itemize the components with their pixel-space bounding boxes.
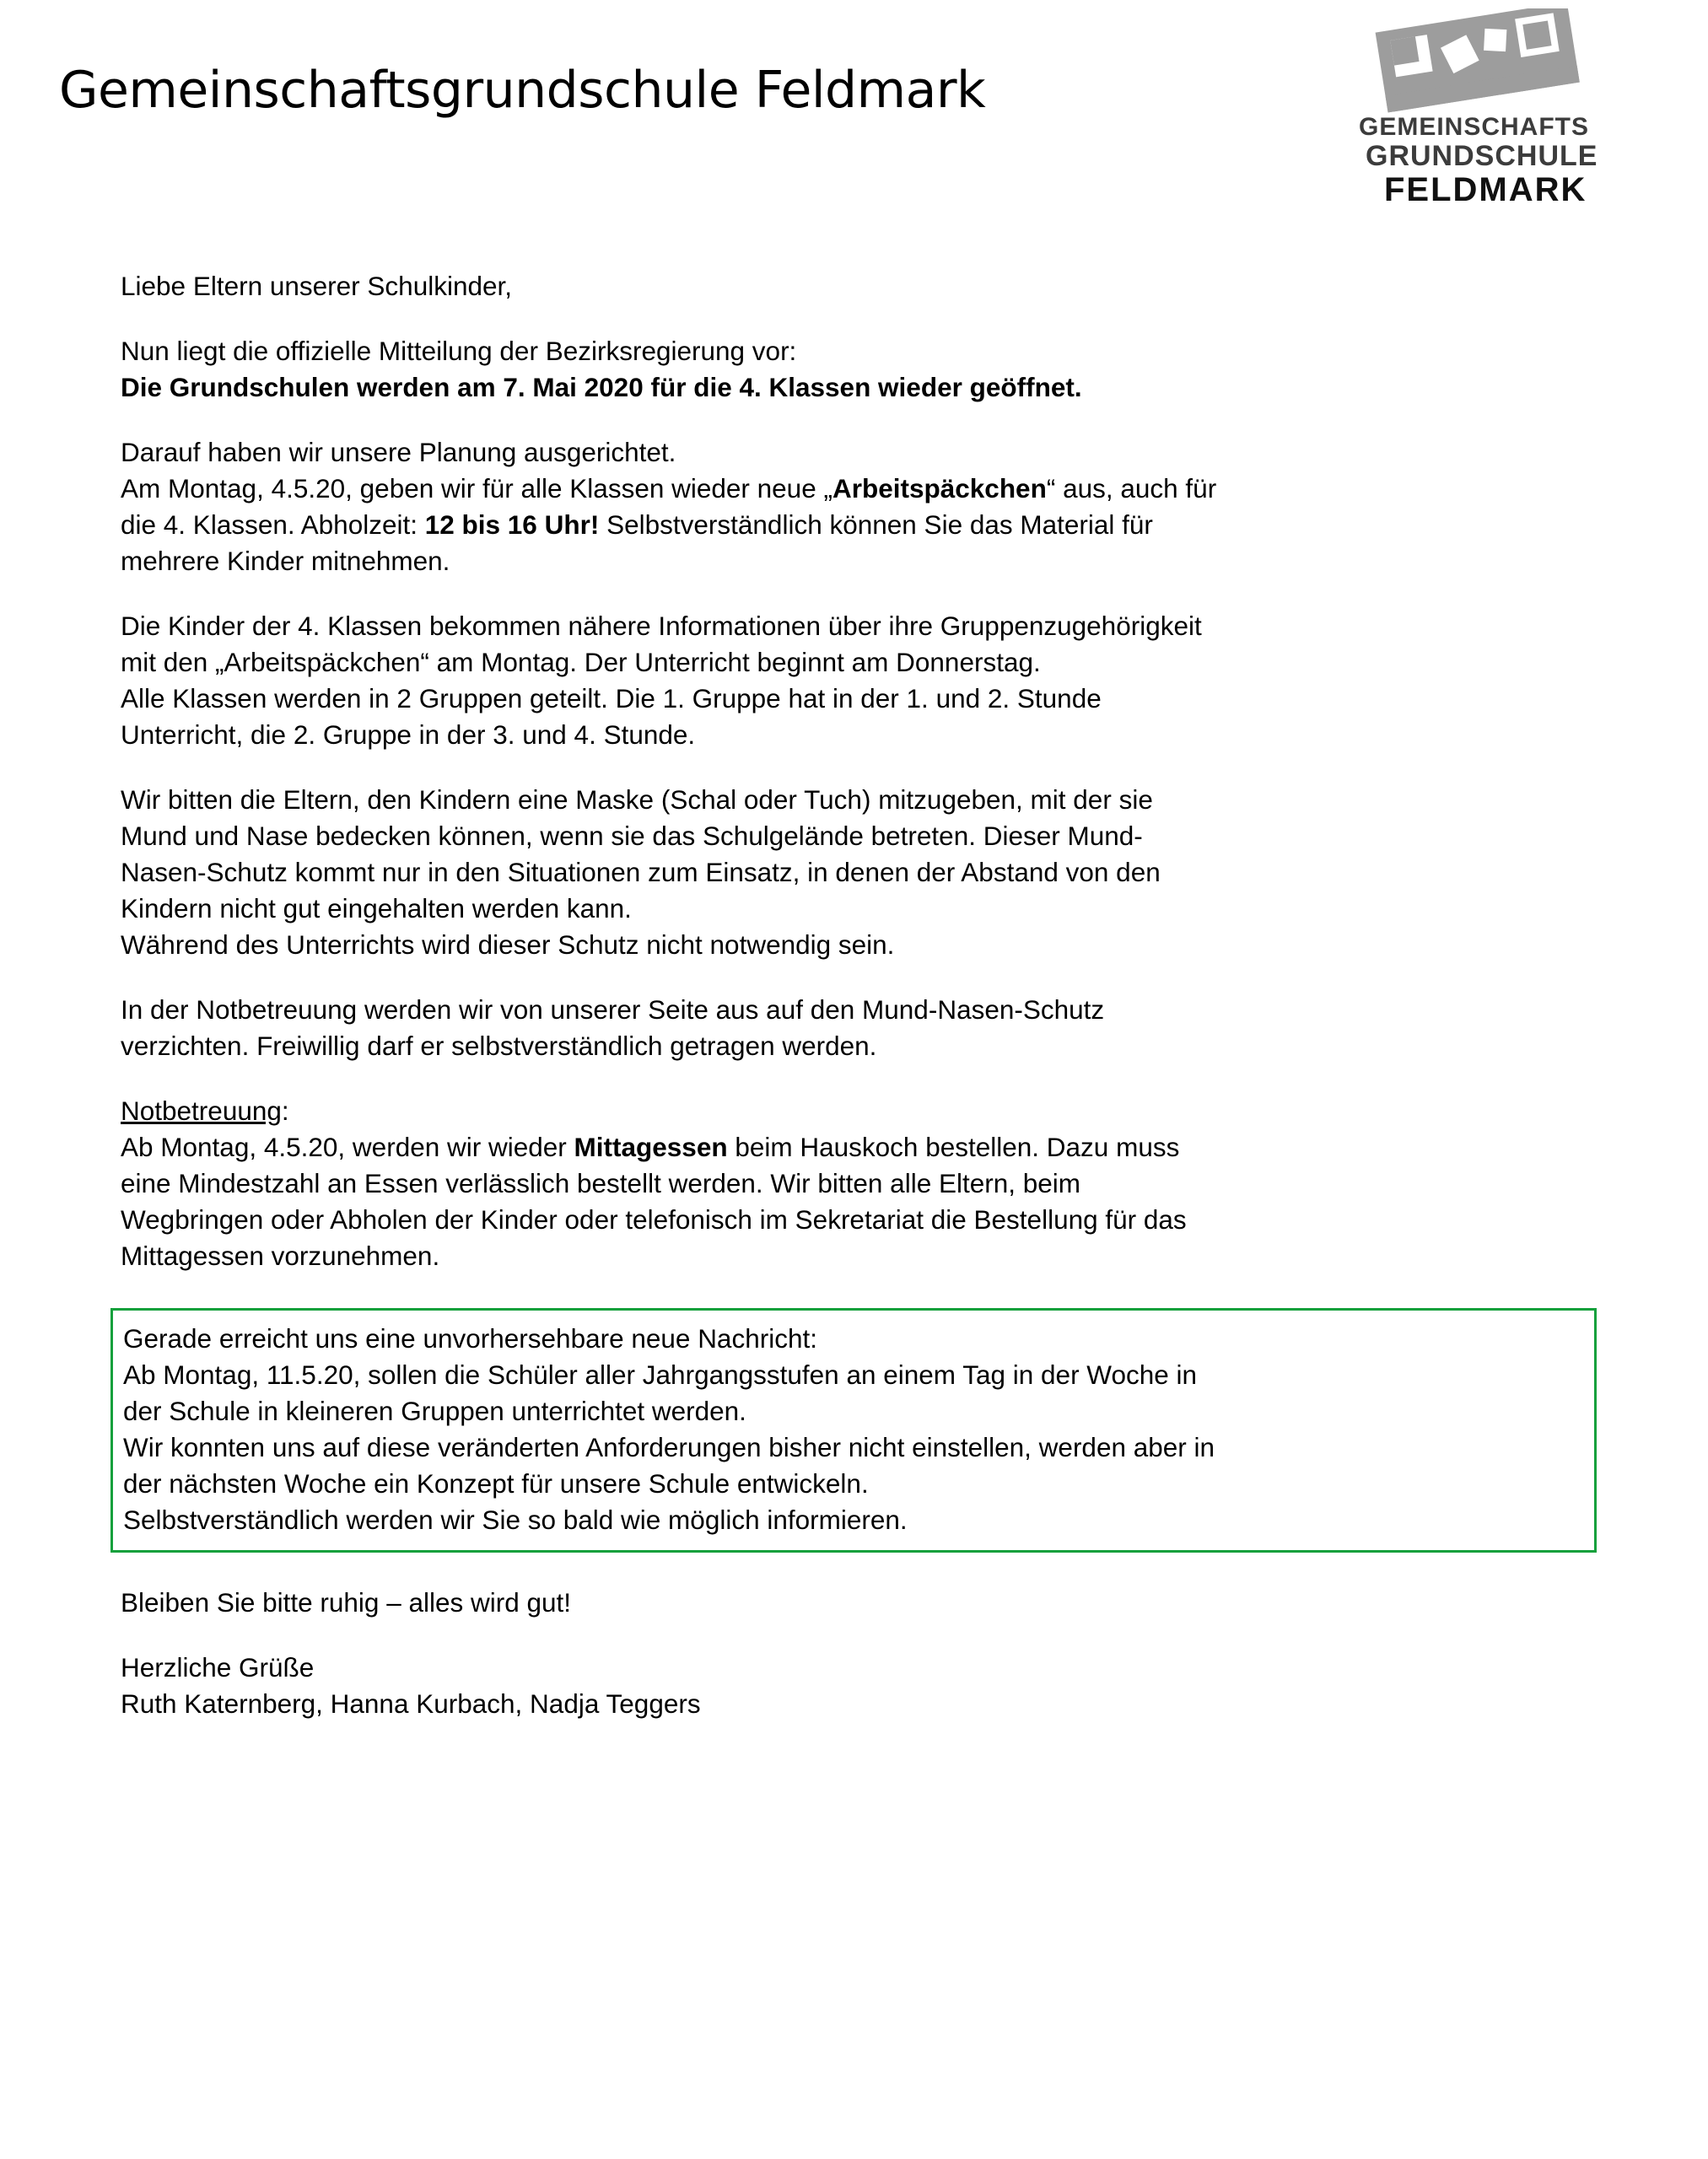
paragraph-emergency-care-masks: In der Notbetreuung werden wir von unserer Seite aus auf den Mund-Nasen-Schutz verzichten. Freiwillig darf er selbstverständlich getragen werden. xyxy=(121,993,1105,1061)
page-title: Gemeinschaftsgrundschule Feldmark xyxy=(59,61,986,120)
svg-text:GRUNDSCHULE: GRUNDSCHULE xyxy=(1366,140,1598,172)
letter-body xyxy=(121,268,1630,1722)
closing-signature: Herzliche Grüße Ruth Katernberg, Hanna Kurbach, Nadja Teggers xyxy=(121,1651,701,1719)
school-logo xyxy=(1347,8,1608,236)
line-notbetreuung-heading: Notbetreuung: xyxy=(121,1095,289,1126)
line-mittagessen: Ab Montag, 4.5.20, werden wir wieder Mittagessen beim Hauskoch bestellen. Dazu muss xyxy=(121,1131,1180,1162)
closing-reassurance: Bleiben Sie bitte ruhig – alles wird gut! xyxy=(121,1586,572,1618)
salutation: Liebe Eltern unserer Schulkinder, xyxy=(121,271,513,301)
line-arbeitspaeckchen: Am Montag, 4.5.20, geben wir für alle Klassen wieder neue „Arbeitspäckchen“ aus, auch für xyxy=(121,472,1217,503)
line-abholzeit: die 4. Klassen. Abholzeit: 12 bis 16 Uhr! Selbstverständlich können Sie das Material für xyxy=(121,509,1153,540)
document-header xyxy=(0,0,1708,253)
paragraph-fourth-grade-groups: Die Kinder der 4. Klassen bekommen nähere Informationen über ihre Gruppenzugehörigkeit mit den „Arbeitspäckchen“ am Montag. Der Unterricht beginnt am Donnerstag. Alle Klassen werden in 2 Gruppen geteilt. Die 1. Gruppe hat in der 1. und 2. Stunde Unterricht, die 2. Gruppe in der 3. und 4. Stunde. xyxy=(121,610,1202,750)
paragraph-official-notice: Nun liegt die offizielle Mitteilung der Bezirksregierung vor: Die Grundschulen werden am 7. Mai 2020 für die 4. Klassen wieder geöffnet. xyxy=(121,335,1082,402)
highlighted-notice-box: Gerade erreicht uns eine unvorhersehbare neue Nachricht: Ab Montag, 11.5.20, sollen die Schüler aller Jahrgangsstufen an einem Tag in der Woche in der Schule in kleineren Gruppen unterrichtet werden. Wir konnten uns auf diese veränderten Anforderungen bisher nicht einstellen, werden aber in der nächsten Woche ein Konzept für unsere Schule entwickeln. Selbstverständlich werden wir Sie so bald wie möglich informieren. xyxy=(110,1308,1597,1553)
logo-graphic-icon xyxy=(1347,8,1608,236)
paragraph-planning: Darauf haben wir unsere Planung ausgerichtet. Am Montag, 4.5.20, geben wir für alle Klassen wieder neue „Arbeitspäckchen“ aus, auch für die 4. Klassen. Abholzeit: 12 bis 16 Uhr! Selbstverständlich können Sie das Material für mehrere Kinder mitnehmen. xyxy=(121,434,1630,579)
paragraph-mask-request: Wir bitten die Eltern, den Kindern eine Maske (Schal oder Tuch) mitzugeben, mit der sie Mund und Nase bedecken können, wenn sie das Schulgelände betreten. Dieser Mund- Nasen-Schutz kommt nur in den Situationen zum Einsatz, in denen der Abstand von den Kindern nicht gut eingehalten werden kann. Während des Unterrichts wird dieser Schutz nicht notwendig sein. xyxy=(121,783,1161,960)
svg-text:FELDMARK: FELDMARK xyxy=(1384,171,1587,208)
svg-text:GEMEINSCHAFTS: GEMEINSCHAFTS xyxy=(1359,113,1590,141)
paragraph-emergency-care-lunch: Notbetreuung: Ab Montag, 4.5.20, werden wir wieder Mittagessen beim Hauskoch bestellen. Dazu muss eine Mindestzahl an Essen verlässlich bestellt werden. Wir bitten alle Eltern, beim Wegbringen oder Abholen der Kinder oder telefonisch im Sekretariat die Bestellung für das Mittagessen vorzunehmen. xyxy=(121,1093,1630,1274)
